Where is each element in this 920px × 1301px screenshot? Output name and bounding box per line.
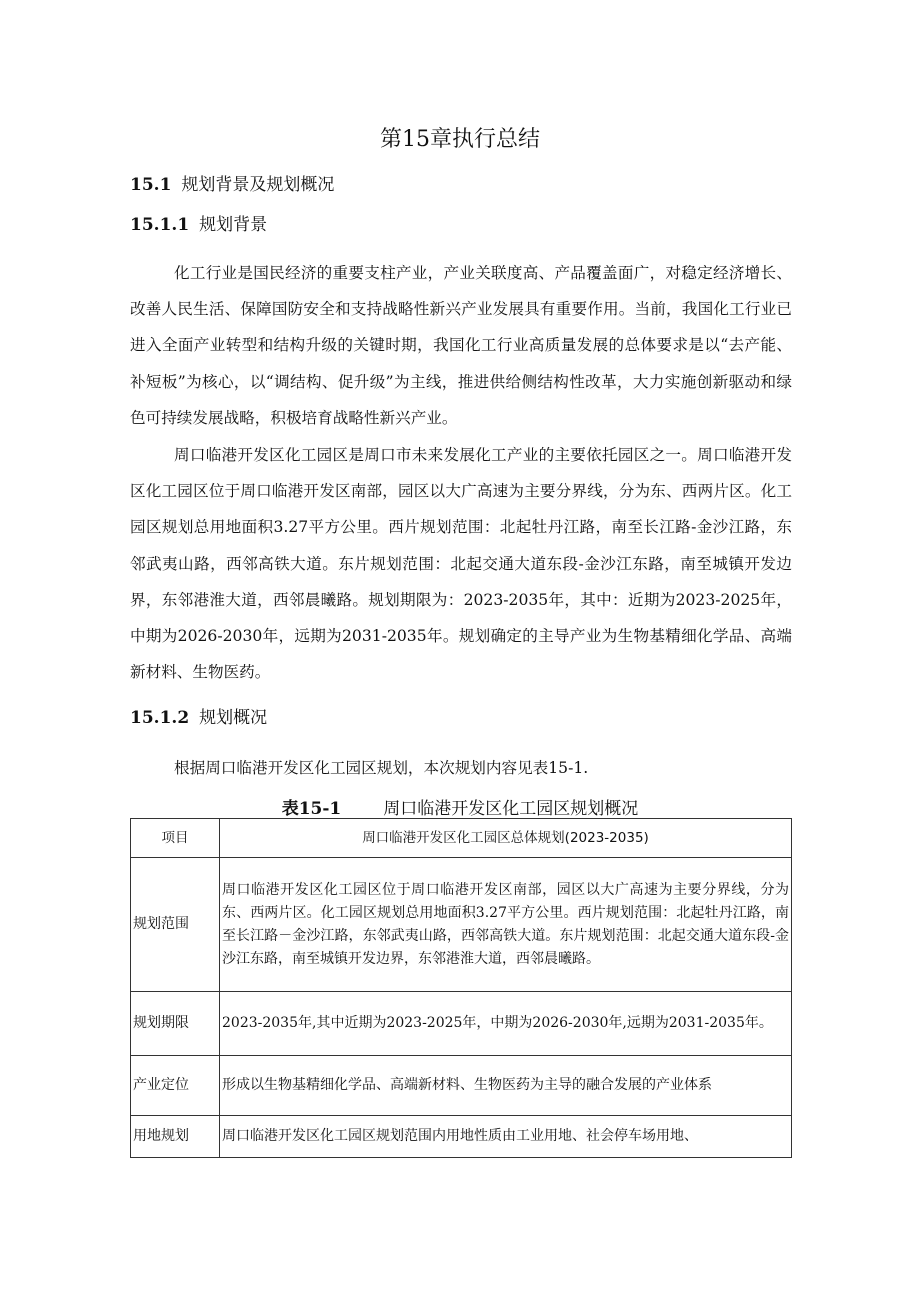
- table-row: [131, 992, 792, 1056]
- table-row-label: 规划期限: [131, 992, 220, 1056]
- table-number: 表15-1: [281, 799, 342, 819]
- section-number: 15.1: [130, 175, 172, 195]
- table-row-content: 周口临港开发区化工园区位于周口临港开发区南部，园区以大广高速为主要分界线，分为东、西两片区。化工园区规划总用地面积3.27平方公里。西片规划范围：北起牡丹江路，南至长江路－金沙江路，东邻武夷山路，西邻高铁大道。东片规划范围：北起交通大道东段-金沙江东路，南至城镇开发边界，东邻港淮大道，西邻晨曦路。: [220, 858, 792, 992]
- section-heading-15-1-2: [130, 703, 267, 728]
- section-title: 规划概况: [199, 708, 268, 728]
- paragraph-overview: 根据周口临港开发区化工园区规划，本次规划内容见表15-1.: [174, 759, 589, 777]
- paragraph-background-1: 化工行业是国民经济的重要支柱产业，产业关联度高、产品覆盖面广，对稳定经济增长、改善人民生活、保障国防安全和支持战略性新兴产业发展具有重要作用。当前，我国化工行业已进入全面产业转型和结构升级的关键时期，我国化工行业高质量发展的总体要求是以“去产能、补短板”为核心，以“调结构、促升级”为主线，推进供给侧结构性改革，大力实施创新驱动和绿色可持续发展战略，积极培育战略性新兴产业。: [130, 264, 792, 427]
- table-row-content: 周口临港开发区化工园区规划范围内用地性质由工业用地、社会停车场用地、: [220, 1116, 792, 1158]
- table-row: [131, 858, 792, 992]
- table-row-label: 用地规划: [131, 1116, 220, 1158]
- table-title: 周口临港开发区化工园区规划概况: [383, 799, 639, 819]
- table-row-label: 产业定位: [131, 1056, 220, 1116]
- section-title: 规划背景及规划概况: [181, 175, 335, 195]
- table-row-content: 2023-2035年,其中近期为2023-2025年，中期为2026-2030年,远期为2031-2035年。: [220, 992, 792, 1056]
- table-caption: [0, 794, 920, 819]
- planning-overview-table: [130, 818, 792, 1158]
- paragraph-background-2: 周口临港开发区化工园区是周口市未来发展化工产业的主要依托园区之一。周口临港开发区化工园区位于周口临港开发区南部，园区以大广高速为主要分界线，分为东、西两片区。化工园区规划总用地面积3.27平方公里。西片规划范围：北起牡丹江路，南至长江路-金沙江路，东邻武夷山路，西邻高铁大道。东片规划范围：北起交通大道东段-金沙江东路，南至城镇开发边界，东邻港淮大道，西邻晨曦路。规划期限为：2023-2035年，其中：近期为2023-2025年，中期为2026-2030年，远期为2031-2035年。规划确定的主导产业为生物基精细化学品、高端新材料、生物医药。: [130, 446, 792, 682]
- table-row-content: 形成以生物基精细化学品、高端新材料、生物医药为主导的融合发展的产业体系: [220, 1056, 792, 1116]
- section-number: 15.1.1: [130, 215, 190, 235]
- section-heading-15-1: [130, 170, 334, 195]
- table-header-row: [131, 819, 792, 858]
- table-row: [131, 1116, 792, 1158]
- section-title: 规划背景: [199, 215, 268, 235]
- table-header-plan: 周口临港开发区化工园区总体规划(2023-2035): [220, 819, 792, 858]
- section-heading-15-1-1: [130, 210, 267, 235]
- table-row-label: 规划范围: [131, 858, 220, 992]
- table-row: [131, 1056, 792, 1116]
- section-number: 15.1.2: [130, 708, 190, 728]
- chapter-title: 第15章执行总结: [380, 127, 540, 152]
- table-header-item: 项目: [131, 819, 220, 858]
